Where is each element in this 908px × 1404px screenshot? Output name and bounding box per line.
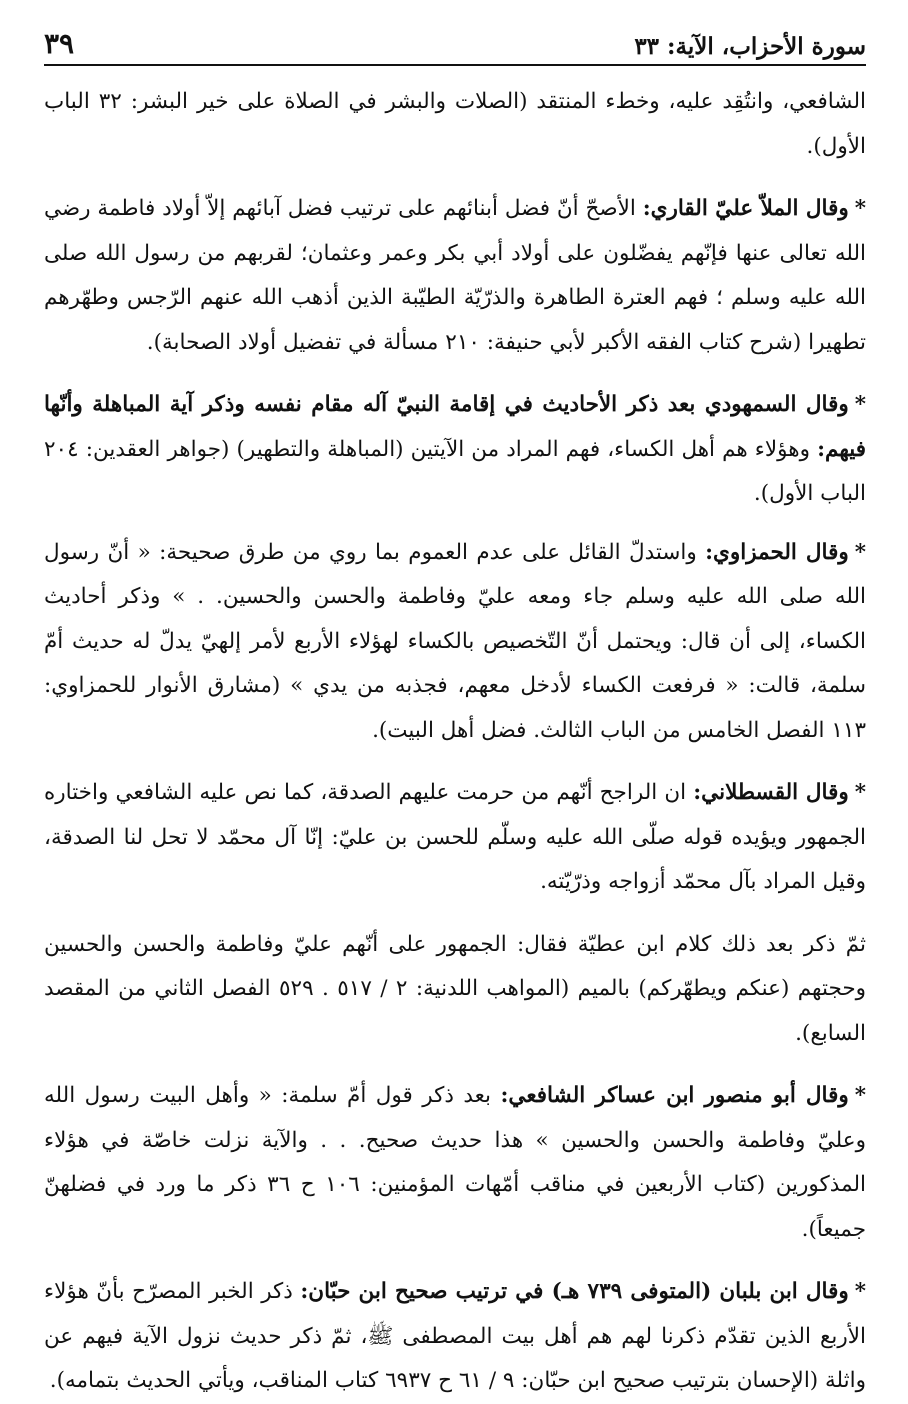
page-header: [44, 18, 866, 66]
paragraph-text: واستدلّ القائل على عدم العموم بما روي من طرق صحيحة: « أنّ رسول الله صلى الله عليه وسلم جاء ومعه عليّ وفاطمة والحسن والحسين. . » وذكر أحاديث الكساء، إلى أن قال: ويحتمل أنّ التّخصيص بالكساء لهؤلاء الأربع لأمر إلهيّ يدلّ له حديث أمّ سلمة، قالت: « فرفعت الكساء لأدخل معهم، فجذبه من يدي » (مشارق الأنوار للحمزاوي: ١١٣ الفصل الخامس من الباب الثالث. فضل أهل البيت).: [44, 539, 866, 743]
paragraph-lead: وقال السمهودي بعد ذكر الأحاديث في إقامة النبيّ آله مقام نفسه وذكر آية المباهلة وأنّها فيهم:: [44, 392, 866, 462]
asterisk-marker: *: [854, 392, 866, 417]
paragraph-text: ان الراجح أنّهم من حرمت عليهم الصدقة، كما نص عليه الشافعي واختاره الجمهور ويؤيده قوله صلّى الله عليه وسلّم للحسن بن عليّ: إنّا آل محمّد لا تحل لنا الصدقة، وقيل المراد بآل محمّد أزواجه وذرّيّته.: [44, 780, 866, 894]
running-title: سورة الأحزاب، الآية: ٣٣: [634, 33, 866, 60]
paragraph-lead: وقال الحمزاوي:: [705, 539, 849, 565]
paragraph-text: بعد ذكر قول أمّ سلمة: « وأهل البيت رسول الله وعليّ وفاطمة والحسن والحسين » هذا حديث صحيح. . . والآية نزلت خاصّة في هؤلاء المذكورين (كتاب الأربعين في مناقب أمّهات المؤمنين: ١٠٦ ح ٣٦ ذكر ما ورد في فضلهنّ جميعاً).: [44, 1083, 867, 1242]
asterisk-marker: *: [854, 1279, 867, 1304]
paragraph-6: [44, 923, 866, 1057]
asterisk-marker: *: [854, 780, 867, 805]
paragraph-text: الأصحّ أنّ فضل أبنائهم على ترتيب فضل آبائهم إلاّ أولاد فاطمة رضي الله تعالى عنها فإنّهم يفضّلون على أولاد أبي بكر وعمر وعثمان؛ لقربهم من رسول الله صلى الله عليه وسلم ؛ فهم العترة الطاهرة والذرّيّة الطيّبة الذين أذهب الله عنهم الرّجس وطهّرهم تطهيرا (شرح كتاب الفقه الأكبر لأبي حنيفة: ٢١٠ مسألة في تفضيل أولاد الصحابة).: [44, 196, 866, 355]
page-body: [44, 80, 866, 1404]
asterisk-marker: *: [854, 539, 866, 565]
paragraph-8: [44, 1270, 866, 1404]
paragraph-1: [44, 80, 866, 169]
paragraph-5: [44, 771, 866, 905]
paragraph-text: وهؤلاء هم أهل الكساء، فهم المراد من الآيتين (المباهلة والتطهير) (جواهر العقدين: ٢٠٤ الباب الأول).: [44, 436, 866, 506]
paragraph-lead: وقال القسطلاني:: [693, 780, 849, 805]
paragraph-4: [44, 531, 866, 754]
page-number: ٣٩: [44, 27, 75, 60]
paragraph-text: ثمّ ذكر بعد ذلك كلام ابن عطيّة فقال: الجمهور على أنّهم عليّ وفاطمة والحسن والحسين وحجتهم (عنكم ويطهّركم) بالميم (المواهب اللدنية: ٢ / ٥١٧ . ٥٢٩ الفصل الثاني من المقصد السابع).: [44, 931, 866, 1046]
paragraph-lead: وقال ابن بلبان (المتوفى ٧٣٩ هـ) في ترتيب صحيح ابن حبّان:: [300, 1279, 849, 1304]
paragraph-text: الشافعي، وانتُقِد عليه، وخطء المنتقد (الصلات والبشر في الصلاة على خير البشر: ٣٢ الباب الأول).: [44, 89, 866, 159]
paragraph-3: [44, 383, 866, 517]
asterisk-marker: *: [854, 1083, 866, 1108]
paragraph-2: [44, 187, 866, 365]
paragraph-lead: وقال الملاّ عليّ القاري:: [642, 196, 849, 221]
paragraph-7: [44, 1074, 866, 1252]
paragraph-lead: وقال أبو منصور ابن عساكر الشافعي:: [500, 1083, 849, 1108]
paragraph-text: ذكر الخبر المصرّح بأنّ هؤلاء الأربع الذين تقدّم ذكرنا لهم هم أهل بيت المصطفى ﷺ، ثمّ ذكر حديث نزول الآية فيهم عن واثلة (الإحسان بترتيب صحيح ابن حبّان: ٩ / ٦١ ح ٦٩٣٧ كتاب المناقب، ويأتي الحديث بتمامه).: [44, 1279, 866, 1393]
asterisk-marker: *: [854, 196, 867, 221]
